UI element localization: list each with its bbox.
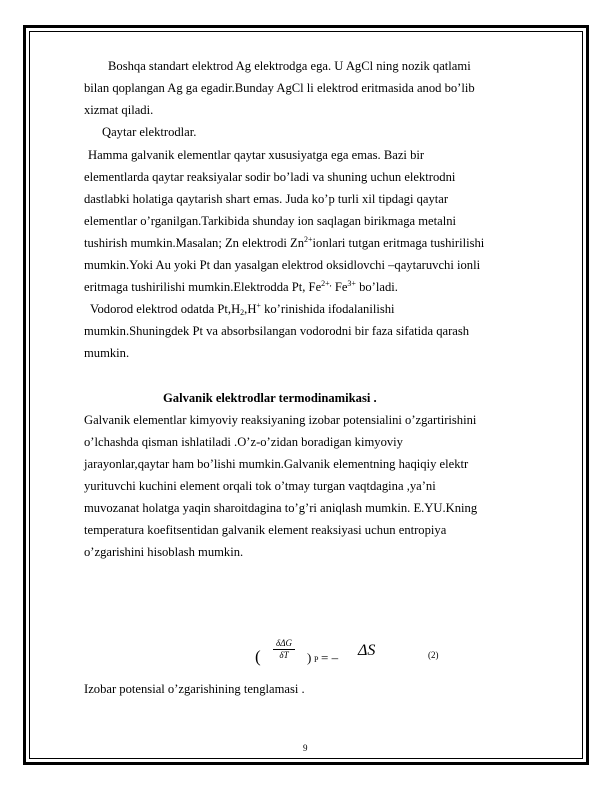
charge-superscript: 2+ [304,235,313,244]
formula-denominator: δT [279,650,289,660]
paragraph-line: Izobar potensial o’zgarishining tenglamasi . [84,682,305,696]
paragraph-line: jarayonlar,qaytar ham bo’lishi mumkin.Galvanik elementning haqiqiy elektr [84,457,469,471]
paragraph-line: mumkin. [84,346,130,360]
equation-number: (2) [428,650,439,660]
formula-numerator: δΔG [273,638,295,650]
text-fragment: ionlari tutgan eritmaga tushirilishi [312,236,485,250]
charge-superscript: + [256,301,261,310]
paragraph-line: temperatura koefitsentidan galvanik element reaksiyasi uchun entropiya [84,523,447,537]
formula-rhs: ΔS [358,642,376,659]
text-fragment: Fe [331,280,348,294]
paragraph-line: mumkin.Shuningdek Pt va absorbsilangan vodorodni bir faza sifatida qarash [84,324,470,338]
paragraph-line: elementlarda qaytar reaksiyalar sodir bo’ladi va shuning uchun elektrodni [84,170,456,184]
charge-superscript: 3+ [347,279,356,288]
paragraph-line: o’zgarishini hisoblash mumkin. [84,545,244,559]
paragraph-line-zn [84,236,484,251]
paragraph-line: o’lchashda qisman ishlatiladi .O’z-o’zidan boradigan kimyoviy [84,435,403,449]
paragraph-line: Hamma galvanik elementlar qaytar xususiyatga ega emas. Bazi bir [88,148,425,162]
text-fragment: tushirish mumkin.Masalan; Zn elektrodi Zn [84,236,305,250]
text-fragment: ko’rinishida ifodalanilishi [260,302,395,316]
formula-equals: = – [321,650,339,665]
paragraph-line-fe [84,280,398,295]
subscript: 2 [240,308,245,317]
paragraph-line: xizmat qiladi. [84,103,154,117]
text-fragment: bo’ladi. [355,280,398,294]
text-fragment: Vodorod elektrod odatda Pt,H [90,302,241,316]
charge-superscript: 2+, [321,279,332,288]
section-subheading: Qaytar elektrodlar. [102,125,197,139]
paragraph-line-hydrogen [90,302,395,317]
page-number: 9 [303,743,308,753]
formula-open-paren: ( [255,647,261,666]
text-fragment: eritmaga tushirilishi mumkin.Elektrodda Pt, Fe [84,280,322,294]
paragraph-line: mumkin.Yoki Au yoki Pt dan yasalgan elektrod oksidlovchi –qaytaruvchi ionli [84,258,481,272]
formula-close-paren: ) [307,650,312,665]
paragraph-line: Boshqa standart elektrod Ag elektrodga ega. U AgCl ning nozik qatlami [108,59,471,73]
formula-fraction [273,638,295,661]
paragraph-line: elementlar o’rganilgan.Tarkibida shunday ion saqlagan birikmaga metalni [84,214,457,228]
paragraph-line: dastlabki holatiga qaytarish shart emas. Juda ko’p turli xil tipdagi qaytar [84,192,449,206]
section-heading: Galvanik elektrodlar termodinamikasi . [163,391,377,405]
paragraph-line: yurituvchi kuchini element orqali tok o’tmay turgan vaqtdagina ,ya’ni [84,479,436,493]
formula-subscript: P [314,655,319,664]
paragraph-line: Galvanik elementlar kimyoviy reaksiyaning izobar potensialini o’zgartirishini [84,413,477,427]
text-fragment: ,H [244,302,257,316]
paragraph-line: bilan qoplangan Ag ga egadir.Bunday AgCl li elektrod eritmasida anod bo’lib [84,81,475,95]
paragraph-line: muvozanat holatga yaqin sharoitdagina to’g’ri aniqlash mumkin. E.YU.Kning [84,501,478,515]
